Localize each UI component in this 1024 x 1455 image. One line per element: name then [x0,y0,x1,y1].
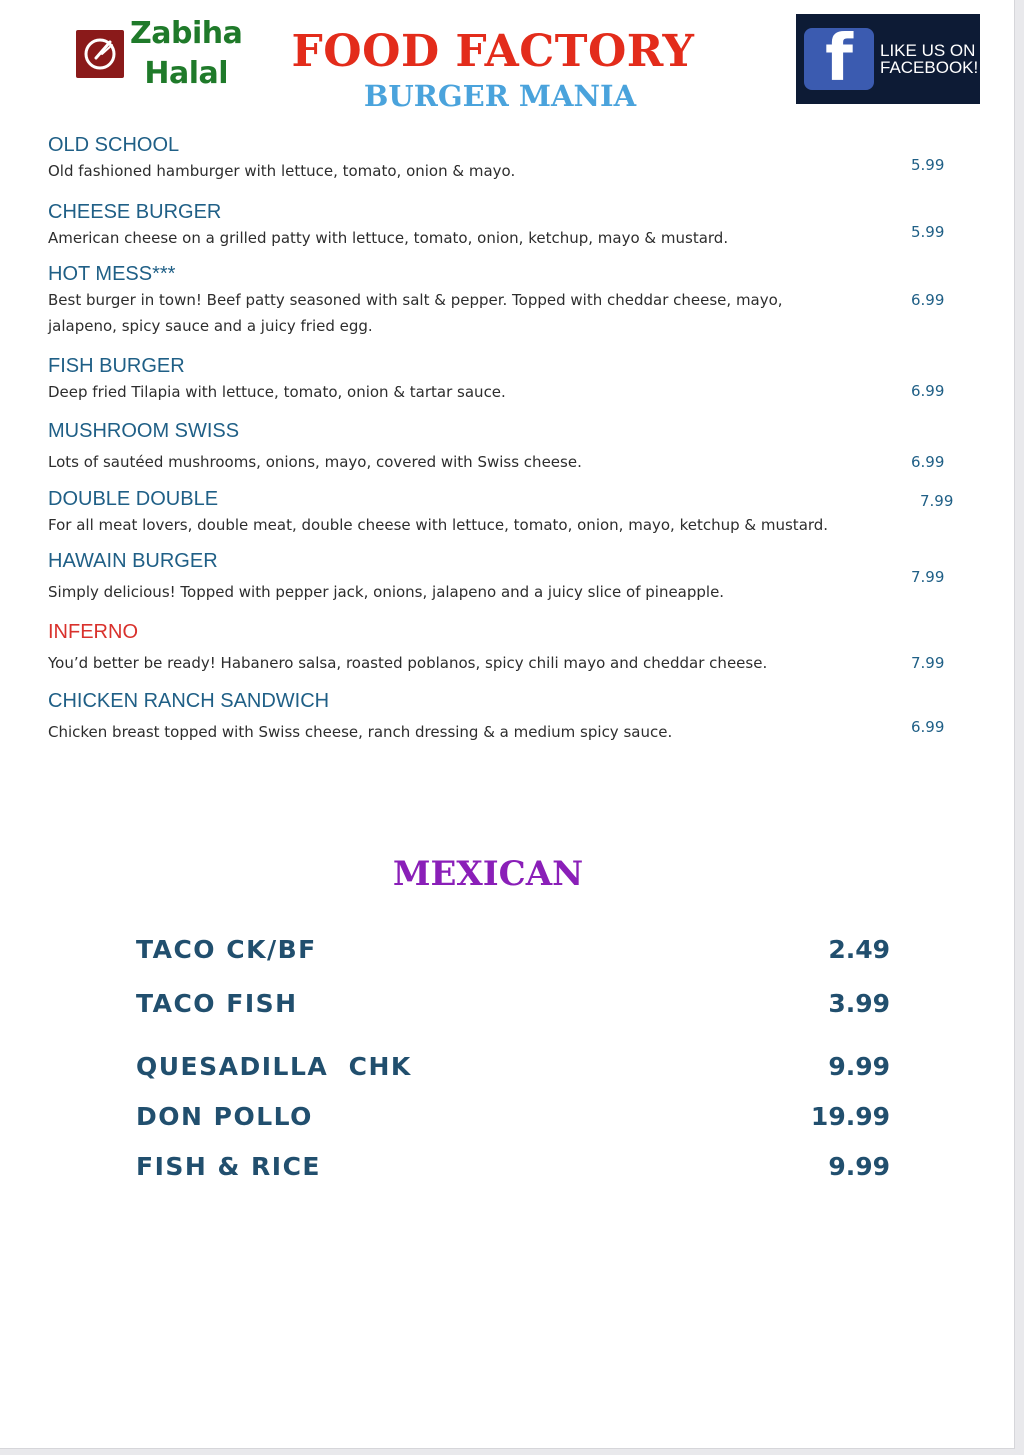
menu-item-price: 9.99 [828,1052,890,1081]
menu-item-name: MUSHROOM SWISS [48,420,240,442]
facebook-label [880,41,979,77]
menu-item-price: 19.99 [810,1102,890,1131]
zabiha-halal-label [130,14,242,94]
menu-item-description: Old fashioned hamburger with lettuce, tomato, onion & mayo. [48,162,516,180]
menu-item-description: American cheese on a grilled patty with lettuce, tomato, onion, ketchup, mayo & mustard. [48,229,729,247]
menu-item-description: Lots of sautéed mushrooms, onions, mayo, covered with Swiss cheese. [48,453,582,471]
menu-item-description: You’d better be ready! Habanero salsa, roasted poblanos, spicy chili mayo and cheddar cheese. [48,654,768,672]
facebook-line-1: LIKE US ON [880,41,976,60]
menu-item-description: Deep fried Tilapia with lettuce, tomato, onion & tartar sauce. [48,383,506,401]
menu-item-name: INFERNO [48,621,138,643]
section-title-mexican: MEXICAN [392,854,584,894]
menu-item-name: DOUBLE DOUBLE [48,488,219,510]
menu-item-price: 3.99 [828,989,890,1018]
menu-item [48,486,958,538]
menu-item-name: DON POLLO [136,1102,313,1131]
section-title-burger-mania: BURGER MANIA [363,79,637,113]
menu-item [48,353,958,405]
menu-item-price: 2.49 [828,935,890,964]
menu-item [136,1149,890,1185]
menu-item-name: FISH BURGER [48,355,185,377]
menu-item-price: 6.99 [911,291,945,309]
menu-item [136,986,890,1022]
menu-item-name: CHICKEN RANCH SANDWICH [48,690,330,712]
menu-item-name: CHEESE BURGER [48,201,222,223]
menu-item [136,1099,890,1135]
menu-item [48,261,958,339]
menu-item-name: HAWAIN BURGER [48,550,218,572]
menu-item [136,932,890,968]
halal-logo [76,30,124,78]
menu-item-description: Chicken breast topped with Swiss cheese, ranch dressing & a medium spicy sauce. [48,723,673,741]
halal-line-1: Zabiha [130,16,243,51]
menu-item-price: 9.99 [828,1152,890,1181]
menu-item-price: 5.99 [911,223,945,241]
menu-item [136,1049,890,1085]
plate-fork-icon [82,36,118,72]
menu-item-name: HOT MESS*** [48,263,176,285]
menu-item-description: Best burger in town! Beef patty seasoned with salt & pepper. Topped with cheddar cheese, mayo, jalapeno, spicy sauce and a juicy fried egg. [48,291,783,335]
menu-item-description: Simply delicious! Topped with pepper jack, onions, jalapeno and a juicy slice of pineapple. [48,583,725,601]
menu-item-price: 7.99 [911,568,945,586]
menu-item-price: 6.99 [911,718,945,736]
menu-item [48,548,958,605]
menu-item-price: 7.99 [911,654,945,672]
menu-item-description: For all meat lovers, double meat, double cheese with lettuce, tomato, onion, mayo, ketchup & mustard. [48,516,829,534]
menu-item [48,199,958,251]
menu-item [48,132,958,184]
menu-item-name: TACO FISH [136,989,298,1018]
restaurant-title: FOOD FACTORY [291,26,695,77]
menu-item-price: 5.99 [911,156,945,174]
halal-line-2: Halal [144,56,229,91]
menu-item [48,688,958,745]
facebook-icon [804,28,874,90]
facebook-like-badge[interactable] [796,14,980,104]
menu-item [48,619,958,676]
menu-item-name: QUESADILLA CHK [136,1052,412,1081]
menu-item-price: 7.99 [920,492,954,510]
menu-item-name: OLD SCHOOL [48,134,180,156]
menu-item-name: TACO CK/BF [136,935,317,964]
menu-item-price: 6.99 [911,382,945,400]
menu-item [48,418,958,475]
facebook-letter: f [825,28,853,90]
menu-item-name: FISH & RICE [136,1152,321,1181]
menu-item-price: 6.99 [911,453,945,471]
facebook-line-2: FACEBOOK! [880,58,979,77]
